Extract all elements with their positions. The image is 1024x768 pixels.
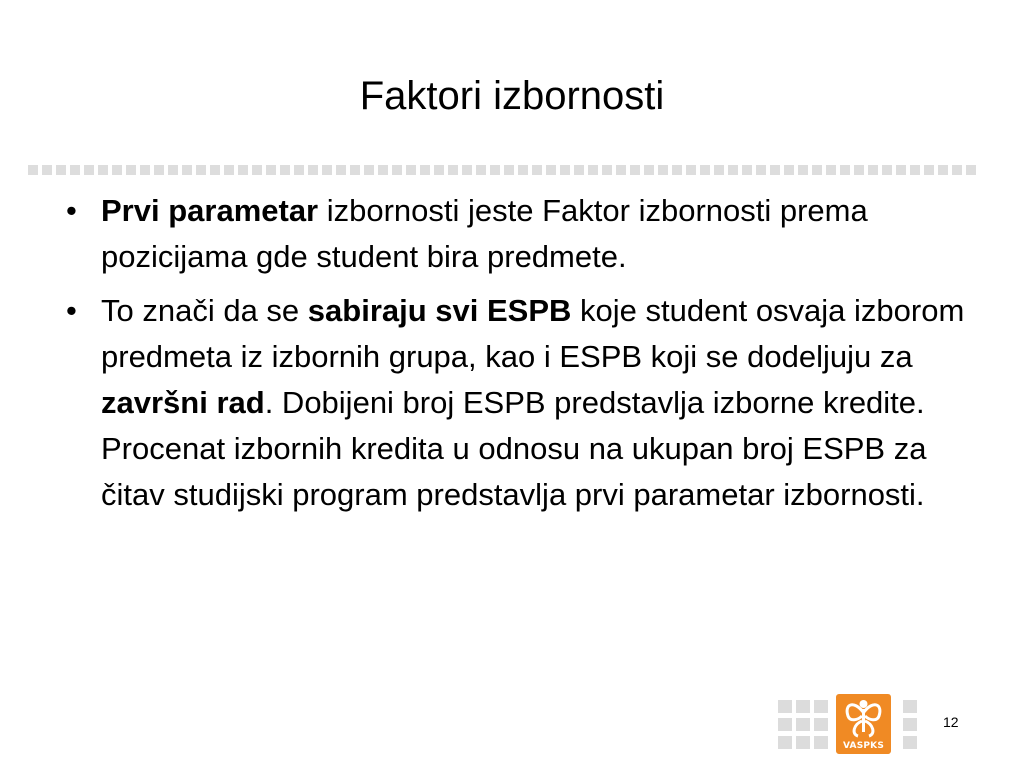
logo-square <box>814 736 828 749</box>
divider-square <box>812 165 822 175</box>
divider-square <box>126 165 136 175</box>
divider-square <box>70 165 80 175</box>
divider-square <box>938 165 948 175</box>
divider-square <box>490 165 500 175</box>
divider-square <box>308 165 318 175</box>
divider-square <box>42 165 52 175</box>
divider-square <box>882 165 892 175</box>
divider-square <box>392 165 402 175</box>
divider-square <box>224 165 234 175</box>
divider-square <box>350 165 360 175</box>
decorative-squares-left <box>778 700 828 749</box>
bullet-text: To znači da se <box>101 293 308 328</box>
divider-square <box>266 165 276 175</box>
divider-square <box>28 165 38 175</box>
divider-square <box>546 165 556 175</box>
divider-square <box>238 165 248 175</box>
divider-square <box>448 165 458 175</box>
logo-square <box>903 736 917 749</box>
bullet-bold-text: sabiraju svi ESPB <box>307 293 572 328</box>
bullet-bold-text: završni rad <box>101 385 265 420</box>
bullet-text: koje student osvaja izborom predmeta iz izbornih grupa, kao i ESPB koji se dodeljuju za <box>101 293 965 374</box>
butterfly-figure-icon <box>836 694 891 742</box>
divider-square <box>616 165 626 175</box>
divider-square <box>336 165 346 175</box>
divider-square <box>714 165 724 175</box>
divider-square <box>602 165 612 175</box>
divider-square <box>182 165 192 175</box>
logo-square <box>778 700 792 713</box>
bullet-item <box>60 288 975 518</box>
divider-square <box>462 165 472 175</box>
divider-square <box>826 165 836 175</box>
divider-square <box>532 165 542 175</box>
divider-square <box>420 165 430 175</box>
divider-square <box>868 165 878 175</box>
logo-square <box>796 736 810 749</box>
divider-square <box>686 165 696 175</box>
logo-square <box>903 700 917 713</box>
divider-square <box>644 165 654 175</box>
divider-square <box>140 165 150 175</box>
divider-square <box>658 165 668 175</box>
divider-square <box>952 165 962 175</box>
divider-square <box>434 165 444 175</box>
divider-square <box>854 165 864 175</box>
divider-square <box>168 165 178 175</box>
vaspks-logo <box>836 694 891 754</box>
bullet-item <box>60 188 975 280</box>
divider-square <box>924 165 934 175</box>
slide-title: Faktori izbornosti <box>359 74 665 118</box>
divider-square <box>588 165 598 175</box>
divider-square <box>728 165 738 175</box>
divider-square <box>476 165 486 175</box>
divider-square <box>770 165 780 175</box>
logo-square <box>814 718 828 731</box>
divider-square <box>98 165 108 175</box>
divider-square <box>840 165 850 175</box>
bullet-list <box>60 188 975 526</box>
logo-text: VASPKS <box>842 741 885 751</box>
divider-square <box>910 165 920 175</box>
divider-square <box>154 165 164 175</box>
decorative-squares-right <box>903 700 917 749</box>
divider-square <box>798 165 808 175</box>
divider-square <box>896 165 906 175</box>
divider-square <box>364 165 374 175</box>
divider-square <box>112 165 122 175</box>
divider-square <box>406 165 416 175</box>
divider-square <box>560 165 570 175</box>
divider-square <box>574 165 584 175</box>
divider-square <box>672 165 682 175</box>
bullet-text: izbornosti jeste Faktor izbornosti prema pozicijama gde student bira predmete. <box>101 193 868 274</box>
page-number: 12 <box>943 714 959 730</box>
divider-square <box>84 165 94 175</box>
title-divider <box>28 165 976 175</box>
divider-square <box>294 165 304 175</box>
logo-square <box>778 736 792 749</box>
divider-square <box>756 165 766 175</box>
divider-square <box>252 165 262 175</box>
divider-square <box>280 165 290 175</box>
logo-square <box>903 718 917 731</box>
divider-square <box>210 165 220 175</box>
divider-square <box>630 165 640 175</box>
divider-square <box>700 165 710 175</box>
divider-square <box>518 165 528 175</box>
logo-square <box>796 718 810 731</box>
divider-square <box>196 165 206 175</box>
divider-square <box>966 165 976 175</box>
logo-square <box>814 700 828 713</box>
divider-square <box>504 165 514 175</box>
bullet-bold-text: Prvi parametar <box>101 193 319 228</box>
divider-square <box>56 165 66 175</box>
divider-square <box>322 165 332 175</box>
divider-square <box>742 165 752 175</box>
bullet-text: . Dobijeni broj ESPB predstavlja izborne kredite. Procenat izbornih kredita u odnosu na ukupan broj ESPB za čitav studijski program predstavlja prvi parametar izbornosti. <box>101 385 927 512</box>
logo-square <box>796 700 810 713</box>
divider-square <box>378 165 388 175</box>
divider-square <box>784 165 794 175</box>
logo-square <box>778 718 792 731</box>
